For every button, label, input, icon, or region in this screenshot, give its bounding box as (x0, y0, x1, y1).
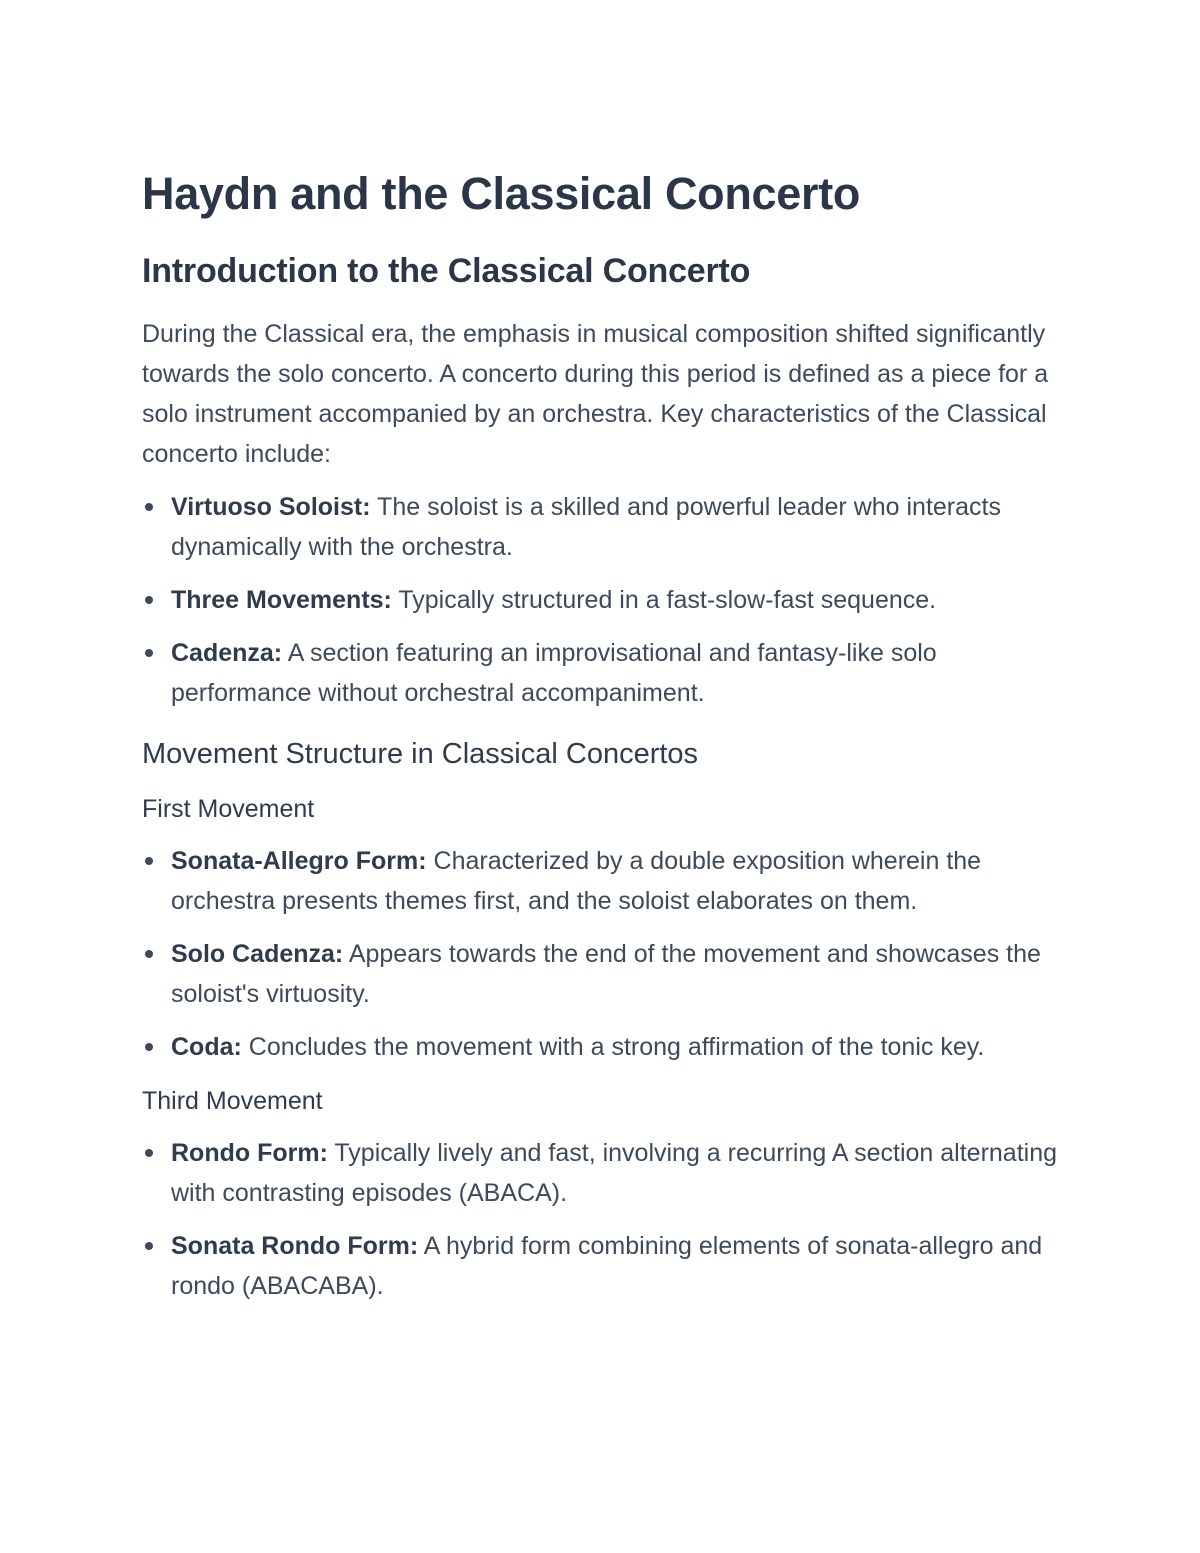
item-term: Rondo Form: (171, 1139, 328, 1167)
list-item (142, 841, 1060, 921)
item-term: Sonata-Allegro Form: (171, 847, 427, 875)
item-text: Typically lively and fast, involving a recurring A section alternating with contrasting episodes (ABACA). (171, 1139, 1058, 1207)
item-text: A section featuring an improvisational and fantasy-like solo performance without orchestral accompaniment. (171, 639, 937, 707)
characteristics-list (142, 487, 1060, 713)
item-text: The soloist is a skilled and powerful leader who interacts dynamically with the orchestra. (171, 493, 1001, 561)
list-item (142, 580, 1060, 620)
bullet-icon (145, 1043, 153, 1051)
bullet-icon (145, 1149, 153, 1157)
list-item (142, 1133, 1060, 1213)
item-term: Solo Cadenza: (171, 940, 344, 968)
bullet-icon (145, 596, 153, 604)
list-item (142, 633, 1060, 713)
third-movement-heading: Third Movement (142, 1087, 323, 1115)
item-term: Virtuoso Soloist: (171, 493, 371, 521)
bullet-icon (145, 1242, 153, 1250)
item-text: A hybrid form combining elements of sonata-allegro and rondo (ABACABA). (171, 1232, 1043, 1300)
item-text: Characterized by a double exposition wherein the orchestra presents themes first, and the soloist elaborates on them. (171, 847, 982, 915)
list-item (142, 487, 1060, 567)
item-term: Cadenza: (171, 639, 283, 667)
item-text: Appears towards the end of the movement and showcases the soloist's virtuosity. (171, 940, 1041, 1008)
list-item (142, 934, 1060, 1014)
item-term: Three Movements: (171, 586, 392, 614)
bullet-icon (145, 857, 153, 865)
list-item (142, 1027, 1060, 1067)
item-text: Typically structured in a fast-slow-fast sequence. (391, 586, 937, 614)
bullet-icon (145, 649, 153, 657)
intro-heading: Introduction to the Classical Concerto (142, 252, 751, 290)
list-item (142, 1226, 1060, 1306)
item-text: Concludes the movement with a strong affirmation of the tonic key. (241, 1033, 985, 1061)
third-movement-list (142, 1133, 1060, 1306)
bullet-icon (145, 950, 153, 958)
bullet-icon (145, 503, 153, 511)
document-title: Haydn and the Classical Concerto (142, 168, 861, 219)
item-term: Coda: (171, 1033, 242, 1061)
intro-paragraph: During the Classical era, the emphasis in musical composition shifted significantly towards the solo concerto. A concerto during this period is defined as a piece for a solo instrument accompanied by an orchestra. Key characteristics of the Classical concerto include: (142, 320, 1049, 468)
item-term: Sonata Rondo Form: (171, 1232, 419, 1260)
structure-heading: Movement Structure in Classical Concertos (142, 738, 699, 770)
first-movement-list (142, 841, 1060, 1067)
first-movement-heading: First Movement (142, 795, 315, 823)
